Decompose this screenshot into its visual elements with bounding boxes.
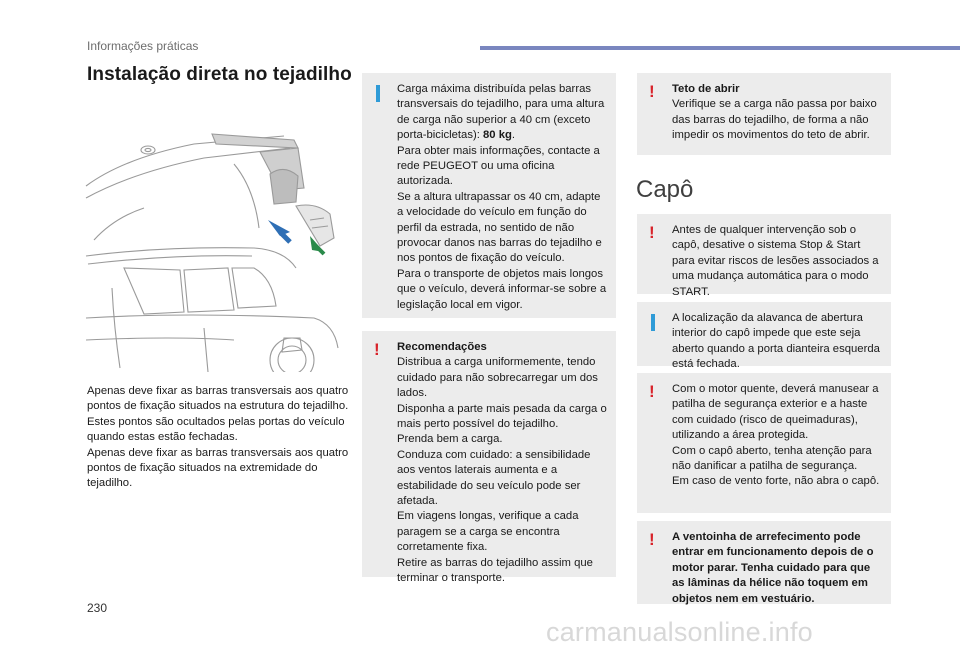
info-line: Se a altura ultrapassar os 40 cm, adapte a velocidade do veículo em função do perfil da estrada, no sentido de não provocar danos nas barras do tejadilho e nos pontos de fixação do veículo. [397,190,602,265]
warn-line: Conduza com cuidado: a sensibilidade aos ventos laterais aumenta e a estabilidade do seu veículo pode ser afetada. [397,448,591,508]
hot-engine-warning-box [637,373,891,513]
warn-line: Em viagens longas, verifique a cada paragem se a carga se encontra corretamente fixa. [397,510,579,554]
page-number: 230 [87,601,108,615]
recommendations-box [362,331,616,585]
box-title: Teto de abrir [672,83,740,95]
info-icon [376,85,380,102]
info-icon [651,314,655,331]
paragraph: Apenas deve fixar as barras transversais aos quatro pontos de fixação situados na estrutura do tejadilho. Estes pontos são ocultados pelas portas do veículo quando estas estão fechadas. [87,385,349,444]
roof-bar-illustration [84,128,346,372]
warning-icon: ! [649,223,655,242]
info-line: Para o transporte de objetos mais longos que o veículo, deverá informar-se sobre a legislação local em vigor. [397,267,607,311]
box-text: Com o motor quente, deverá manusear a patilha de segurança exterior e a haste com cuidado (risco de queimaduras), utilizando a área protegida. [672,383,879,442]
stop-start-warning-box [637,214,891,298]
warn-line: Retire as barras do tejadilho assim que terminar o transporte. [397,556,593,585]
paragraph: Apenas deve fixar as barras transversais aos quatro pontos de fixação situados na extremidade do tejadilho. [87,446,349,490]
warning-icon: ! [649,530,655,549]
watermark: carmanualsonline.info [546,617,813,647]
cooling-fan-warning-box [637,521,891,604]
warn-line: Disponha a parte mais pesada da carga o mais perto possível do tejadilho. [397,402,607,431]
box-text: Em caso de vento forte, não abra o capô. [672,475,880,488]
warn-line: Prenda bem a carga. [397,433,503,446]
bonnet-title: Capô [636,176,694,203]
header-bar [480,46,960,50]
warning-icon: ! [649,82,655,101]
box-text: Verifique se a carga não passa por baixo das barras do tejadilho, de forma a não impedir os movimentos do teto de abrir. [672,98,877,142]
load-info-box [362,73,616,318]
box-text: A ventoinha de arrefecimento pode entrar em funcionamento depois de o motor parar. Tenha cuidado para que as lâminas da hélice não toquem em objetos nem em vestuário. [672,531,874,605]
info-line: Carga máxima distribuída pelas barras transversais do tejadilho, para uma altura de carga não superior a 40 cm (exceto porta-bicicletas): 80 kg. [397,83,605,142]
warning-icon: ! [649,382,655,401]
warning-icon: ! [374,340,380,359]
info-line: Para obter mais informações, contacte a rede PEUGEOT ou uma oficina autorizada. [397,144,600,188]
section-label: Informações práticas [87,39,199,53]
sunroof-box [637,73,891,155]
box-text: A localização da alavanca de abertura interior do capô impede que este seja aberto quando a porta dianteira esquerda está fechada. [672,312,880,371]
warn-line: Distribua a carga uniformemente, tendo cuidado para não sobrecarregar um dos lados. [397,356,598,400]
page-title: Instalação direta no tejadilho [87,64,352,85]
body-text [87,384,349,492]
max-load-value: 80 kg [483,129,512,142]
box-text: Com o capô aberto, tenha atenção para não danificar a patilha de segurança. [672,444,872,473]
box-title: Recomendações [397,341,487,353]
release-lever-info-box [637,302,891,371]
box-text: Antes de qualquer intervenção sob o capô, desative o sistema Stop & Start para evitar riscos de lesões associados a uma mudança automática para o modo START. [672,224,879,298]
